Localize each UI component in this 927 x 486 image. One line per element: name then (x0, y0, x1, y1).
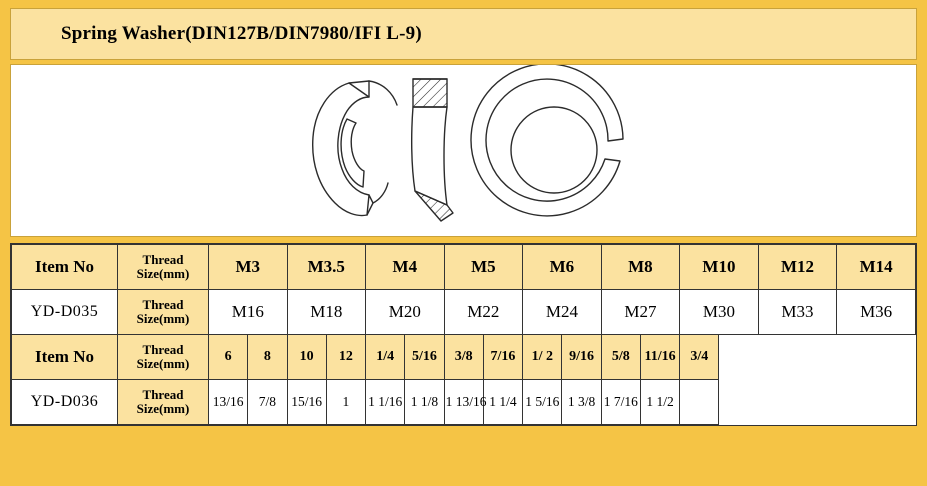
cell-size: 1 7/16 (601, 380, 640, 425)
cell-size: 12 (326, 335, 365, 380)
cell-size: M14 (837, 245, 916, 290)
cell-size: 10 (287, 335, 326, 380)
side-section-view (412, 79, 453, 221)
cell-thread-size (118, 335, 209, 380)
cell-size: M18 (287, 290, 366, 335)
thread-label-line2: Size(mm) (136, 401, 190, 416)
cell-size: M3.5 (287, 245, 366, 290)
cell-size: M30 (680, 290, 759, 335)
cell-size: 7/8 (248, 380, 287, 425)
cell-item-no: YD-D035 (12, 290, 118, 335)
table-row (12, 335, 916, 380)
cell-size: M16 (209, 290, 288, 335)
specification-table (10, 243, 917, 426)
cell-size: M4 (366, 245, 445, 290)
thread-label-line1: Thread (142, 387, 184, 403)
cell-size: 11/16 (640, 335, 679, 380)
cell-thread-size (118, 380, 209, 425)
cell-size: 1 1/4 (483, 380, 522, 425)
spring-washer-technical-drawing (11, 65, 917, 236)
table-row (12, 380, 916, 425)
cell-size: M5 (444, 245, 523, 290)
cell-size: M6 (523, 245, 602, 290)
cell-size: M24 (523, 290, 602, 335)
cell-size: 1 5/16 (523, 380, 562, 425)
top-view-ring (471, 65, 623, 216)
cell-size: 1 1/16 (366, 380, 405, 425)
cell-size: M12 (758, 245, 837, 290)
thread-label-line1: Thread (142, 297, 184, 313)
cell-size: 1 1/8 (405, 380, 444, 425)
cell-size: 3/8 (444, 335, 483, 380)
cell-size: 13/16 (209, 380, 248, 425)
figure-band (10, 64, 917, 237)
thread-label-line1: Thread (142, 252, 184, 268)
cell-size: 6 (209, 335, 248, 380)
cell-size: 15/16 (287, 380, 326, 425)
cell-thread-size (118, 245, 209, 290)
cell-size: 1 13/16 (444, 380, 483, 425)
cell-size: 8 (248, 335, 287, 380)
cell-size: M27 (601, 290, 680, 335)
thread-label-line1: Thread (142, 342, 184, 358)
cell-size: 9/16 (562, 335, 601, 380)
spec-table (11, 244, 916, 425)
cell-size: 5/8 (601, 335, 640, 380)
cell-size: M22 (444, 290, 523, 335)
cell-size: 1 3/8 (562, 380, 601, 425)
table-row (12, 245, 916, 290)
cell-size: M20 (366, 290, 445, 335)
cell-size: M8 (601, 245, 680, 290)
cell-size: M3 (209, 245, 288, 290)
cell-size: 1 1/2 (640, 380, 679, 425)
page-title: Spring Washer(DIN127B/DIN7980/IFI L-9) (61, 23, 422, 44)
table-row (12, 290, 916, 335)
thread-label-line2: Size(mm) (136, 266, 190, 281)
cell-item-no: YD-D036 (12, 380, 118, 425)
title-band (10, 8, 917, 60)
cell-size: 1 (326, 380, 365, 425)
cell-thread-size (118, 290, 209, 335)
isometric-split-ring-view (313, 81, 397, 216)
cell-size: M33 (758, 290, 837, 335)
cell-size: 1/ 2 (523, 335, 562, 380)
thread-label-line2: Size(mm) (136, 356, 190, 371)
cell-item-no: Item No (12, 245, 118, 290)
cell-size: 1/4 (366, 335, 405, 380)
thread-label-line2: Size(mm) (136, 311, 190, 326)
cell-size (680, 380, 719, 425)
cell-size: M10 (680, 245, 759, 290)
cell-size: 7/16 (483, 335, 522, 380)
cell-size: 3/4 (680, 335, 719, 380)
cell-size: M36 (837, 290, 916, 335)
cell-item-no: Item No (12, 335, 118, 380)
cell-size: 5/16 (405, 335, 444, 380)
